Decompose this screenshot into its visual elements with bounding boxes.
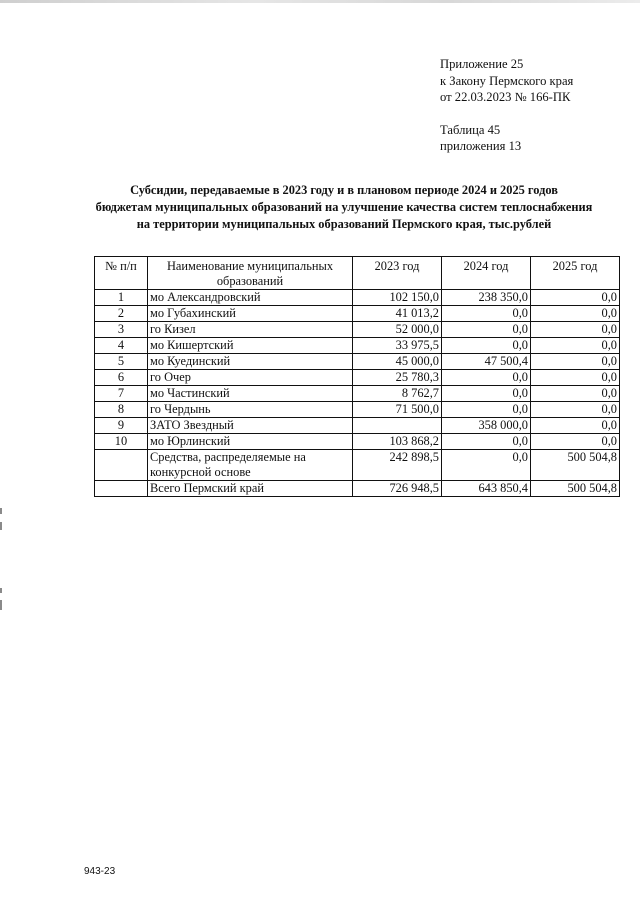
- document-title: [80, 182, 608, 233]
- row-name: го Очер: [148, 370, 353, 386]
- scan-binding-marks: [0, 508, 3, 618]
- row-2023: 103 868,2: [353, 434, 442, 450]
- row-2024: 47 500,4: [442, 354, 531, 370]
- row-name: го Кизел: [148, 322, 353, 338]
- appendix-header: [440, 56, 573, 155]
- row-2025: 0,0: [531, 418, 620, 434]
- document-code: 943-23: [84, 866, 116, 877]
- table-appendix: приложения 13: [440, 139, 522, 153]
- row-2023: 41 013,2: [353, 306, 442, 322]
- table-row: [95, 434, 620, 450]
- title-line-2: бюджетам муниципальных образований на улучшение качества систем теплоснабжения: [95, 200, 593, 214]
- column-header-2024: 2024 год: [442, 257, 531, 290]
- row-2025: 0,0: [531, 386, 620, 402]
- row-num: 1: [95, 290, 148, 306]
- row-num-empty: [95, 481, 148, 497]
- table-row: [95, 290, 620, 306]
- total-2023: 726 948,5: [353, 481, 442, 497]
- subsidy-table: [94, 256, 620, 497]
- table-header-row: [95, 257, 620, 290]
- row-num: 6: [95, 370, 148, 386]
- row-2023: 8 762,7: [353, 386, 442, 402]
- competitive-name: Средства, распределяемые на конкурсной основе: [148, 450, 353, 481]
- row-2024: 0,0: [442, 306, 531, 322]
- row-num: 2: [95, 306, 148, 322]
- row-num: 5: [95, 354, 148, 370]
- table-row: [95, 306, 620, 322]
- row-name: мо Кишертский: [148, 338, 353, 354]
- row-num: 7: [95, 386, 148, 402]
- row-2024: 238 350,0: [442, 290, 531, 306]
- total-2024: 643 850,4: [442, 481, 531, 497]
- row-2023: 71 500,0: [353, 402, 442, 418]
- column-header-2025: 2025 год: [531, 257, 620, 290]
- row-2024: 0,0: [442, 322, 531, 338]
- table-row: [95, 386, 620, 402]
- row-2024: 0,0: [442, 402, 531, 418]
- row-name: мо Частинский: [148, 386, 353, 402]
- row-2025: 0,0: [531, 434, 620, 450]
- title-line-1: Субсидии, передаваемые в 2023 году и в плановом периоде 2024 и 2025 годов: [130, 183, 558, 197]
- competitive-2024: 0,0: [442, 450, 531, 481]
- row-name: мо Губахинский: [148, 306, 353, 322]
- scan-top-edge: [0, 0, 640, 3]
- appendix-law: к Закону Пермского края: [440, 73, 574, 88]
- row-2025: 0,0: [531, 402, 620, 418]
- total-2025: 500 504,8: [531, 481, 620, 497]
- table-row: [95, 402, 620, 418]
- row-2025: 0,0: [531, 354, 620, 370]
- row-name: ЗАТО Звездный: [148, 418, 353, 434]
- row-num: 8: [95, 402, 148, 418]
- appendix-number: Приложение 25: [440, 57, 524, 71]
- table-label: Таблица 45: [440, 122, 501, 137]
- competitive-2023: 242 898,5: [353, 450, 442, 481]
- table-row: [95, 370, 620, 386]
- row-num: 3: [95, 322, 148, 338]
- row-2023: [353, 418, 442, 434]
- table-row: [95, 322, 620, 338]
- total-row: [95, 481, 620, 497]
- row-2023: 102 150,0: [353, 290, 442, 306]
- competitive-funds-row: [95, 450, 620, 481]
- total-name: Всего Пермский край: [148, 481, 353, 497]
- table-row: [95, 338, 620, 354]
- row-2024: 0,0: [442, 386, 531, 402]
- row-2024: 0,0: [442, 338, 531, 354]
- column-header-num: № п/п: [95, 257, 148, 290]
- row-name: мо Александровский: [148, 290, 353, 306]
- table-row: [95, 418, 620, 434]
- row-2023: 45 000,0: [353, 354, 442, 370]
- row-2025: 0,0: [531, 290, 620, 306]
- row-2024: 0,0: [442, 434, 531, 450]
- row-name: го Чердынь: [148, 402, 353, 418]
- row-2025: 0,0: [531, 370, 620, 386]
- appendix-date: от 22.03.2023 № 166-ПК: [440, 90, 571, 104]
- row-2024: 358 000,0: [442, 418, 531, 434]
- table-row: [95, 354, 620, 370]
- row-2023: 25 780,3: [353, 370, 442, 386]
- row-2025: 0,0: [531, 322, 620, 338]
- row-num-empty: [95, 450, 148, 481]
- row-num: 9: [95, 418, 148, 434]
- column-header-2023: 2023 год: [353, 257, 442, 290]
- row-2024: 0,0: [442, 370, 531, 386]
- title-line-3: на территории муниципальных образований Пермского края, тыс.рублей: [136, 217, 552, 231]
- row-2025: 0,0: [531, 338, 620, 354]
- row-num: 4: [95, 338, 148, 354]
- row-2023: 33 975,5: [353, 338, 442, 354]
- row-num: 10: [95, 434, 148, 450]
- column-header-name: Наименование муниципальных образований: [148, 257, 353, 290]
- row-name: мо Юрлинский: [148, 434, 353, 450]
- row-2025: 0,0: [531, 306, 620, 322]
- competitive-2025: 500 504,8: [531, 450, 620, 481]
- row-2023: 52 000,0: [353, 322, 442, 338]
- row-name: мо Куединский: [148, 354, 353, 370]
